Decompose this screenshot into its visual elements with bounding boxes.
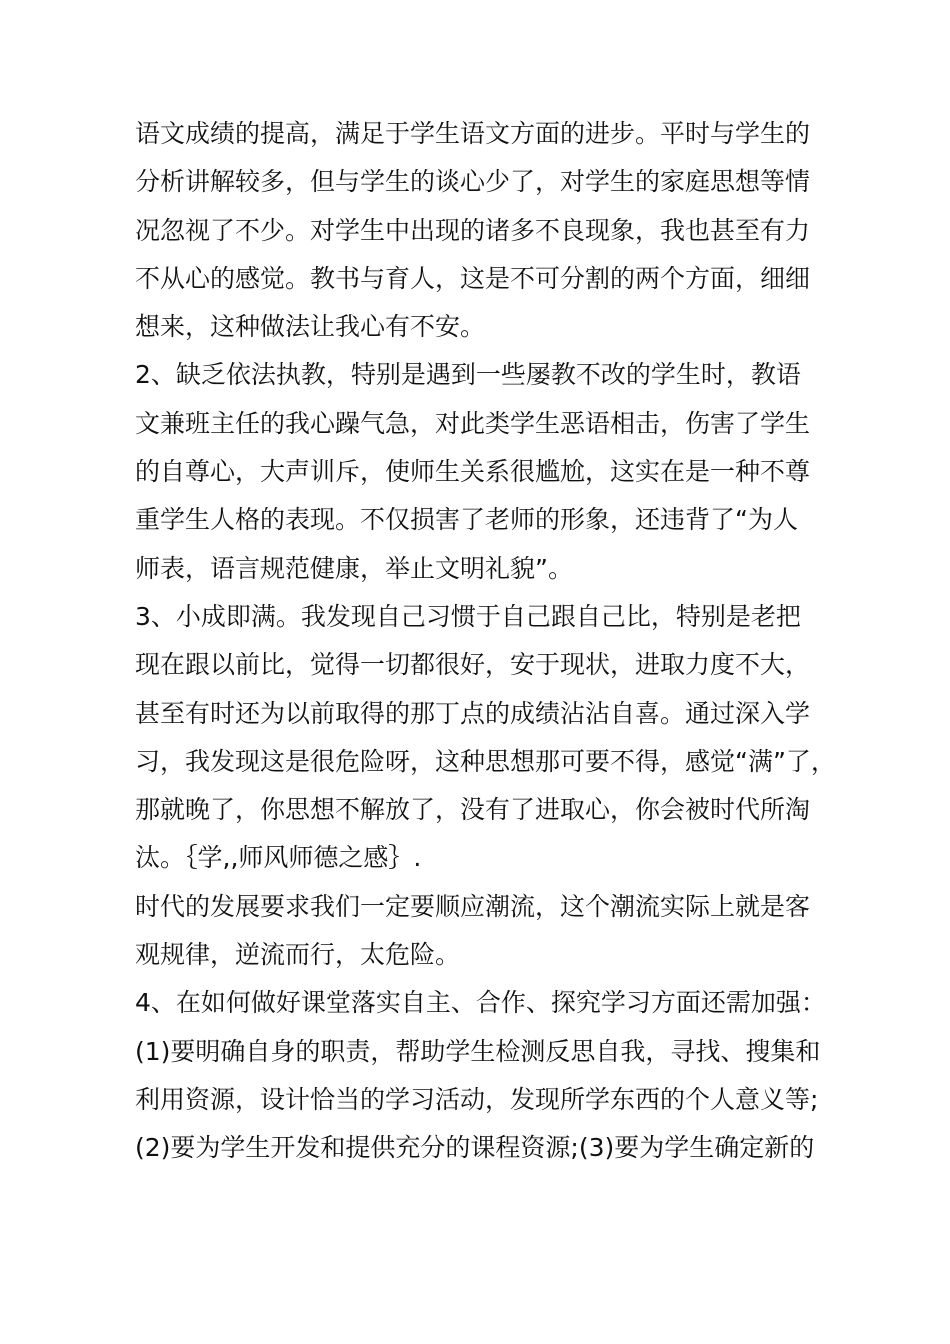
text-line: 的自尊心，大声训斥，使师生关系很尴尬，这实在是一种不尊 [135,457,811,487]
text-line: 3、小成即满。我发现自己习惯于自己跟自己比，特别是老把 [135,601,801,631]
text-line: 文兼班主任的我心躁气急，对此类学生恶语相击，伤害了学生 [135,408,811,438]
text-line: 习，我发现这是很危险呀，这种思想那可要不得，感觉“满”了， [135,746,836,776]
text-line: 2、缺乏依法执教，特别是遇到一些屡教不改的学生时，教语 [135,360,801,390]
text-line: 观规律，逆流而行，太危险。 [135,940,461,970]
text-line: 重学生人格的表现。不仅损害了老师的形象，还违背了“为人 [135,505,798,535]
text-line: 语文成绩的提高，满足于学生语文方面的进步。平时与学生的 [135,119,811,148]
text-line: 不从心的感觉。教书与育人，这是不可分割的两个方面，细细 [135,263,811,293]
text-line: 利用资源，设计恰当的学习活动，发现所学东西的个人意义等; [135,1084,819,1114]
text-line: 甚至有时还为以前取得的那丁点的成绩沾沾自喜。通过深入学 [135,698,811,728]
document-body [135,110,835,1173]
text-line: 4、在如何做好课堂落实自主、合作、探究学习方面还需加强： [135,988,826,1018]
text-line: 现在跟以前比，觉得一切都很好，安于现状，进取力度不大， [135,650,811,680]
text-line: (2)要为学生开发和提供充分的课程资源;(3)要为学生确定新的 [135,1133,815,1163]
text-line: 想来，这种做法让我心有不安。 [135,312,486,342]
text-line: 师表，语言规范健康，举止文明礼貌”。 [135,553,573,583]
text-line: 汰。｛学,,师风师德之感｝. [135,843,422,873]
text-line: (1)要明确自身的职责，帮助学生检测反思自我，寻找、搜集和 [135,1036,821,1066]
text-line: 况忽视了不少。对学生中出现的诸多不良现象，我也甚至有力 [135,215,811,245]
text-line: 时代的发展要求我们一定要顺应潮流，这个潮流实际上就是客 [135,891,811,921]
text-line: 那就晚了，你思想不解放了，没有了进取心，你会被时代所淘 [135,795,811,825]
text-line: 分析讲解较多，但与学生的谈心少了，对学生的家庭思想等情 [135,167,811,197]
